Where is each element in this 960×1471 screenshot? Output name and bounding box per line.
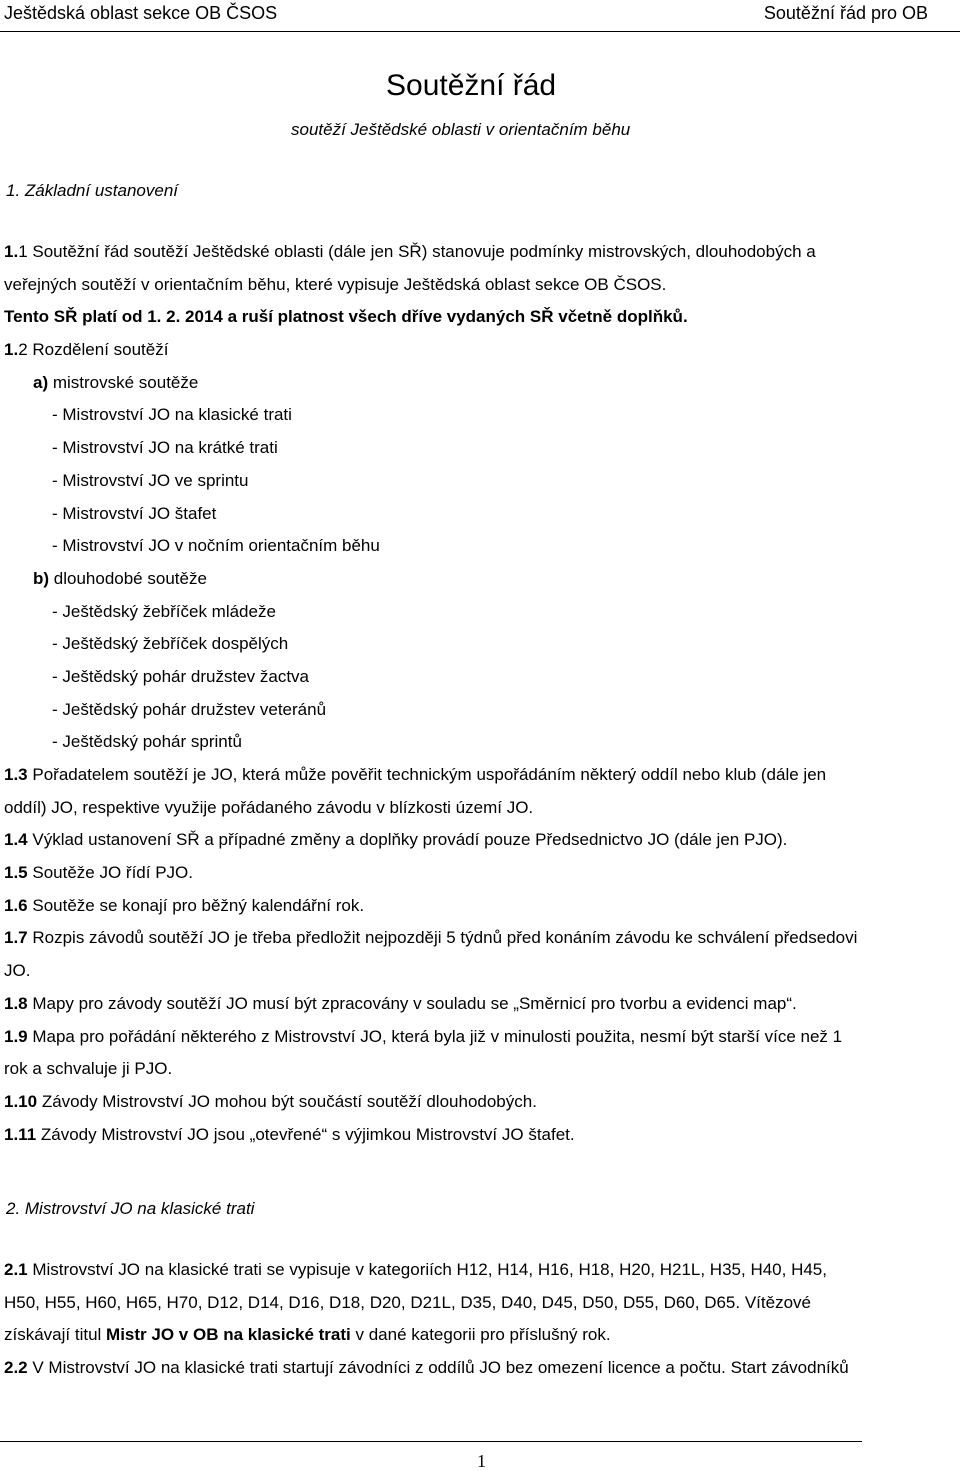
paragraph-text: Výklad ustanovení SŘ a případné změny a doplňky provádí pouze Předsednictvo JO (dále jen PJO). [27,830,788,850]
document-subtitle: soutěží Ještědské oblasti v orientačním běhu [291,120,631,139]
paragraph-1-11 [4,1119,952,1152]
list-item: - Ještědský pohár sprintů [52,732,242,752]
paragraph-2-1-line-2: H50, H55, H60, H65, H70, D12, D14, D16, D18, D20, D21L, D35, D40, D45, D50, D55, D60, D65. Vítězové [4,1292,811,1312]
paragraph-number: 1. [4,242,19,261]
paragraph-text: Závody Mistrovství JO mohou být součástí soutěží dlouhodobých. [37,1091,537,1111]
paragraph-2-2 [4,1352,952,1385]
paragraph-1-3-line-2: oddíl) JO, respektive využije pořádaného závodu v blízkosti území JO. [4,797,534,817]
paragraph-number: 1.5 [4,863,28,883]
title-name: Mistr JO v OB na klasické trati [106,1325,351,1345]
paragraph-number: 1.6 [4,895,28,915]
list-item: - Mistrovství JO na krátké trati [52,438,278,458]
paragraph-1-1-line-3: Tento SŘ platí od 1. 2. 2014 a ruší platnost všech dříve vydaných SŘ včetně doplňků. [4,307,688,327]
document-title: Soutěžní řád [386,69,557,102]
section-1-heading: 1. Základní ustanovení [6,181,179,200]
paragraph-number: 2.2 [4,1358,28,1378]
list-item: - Ještědský pohár družstev žactva [52,666,310,686]
paragraph-1-7-line-2: JO. [4,961,31,981]
list-label: a) [33,372,49,392]
list-label: b) [33,568,50,588]
paragraph-1-10 [4,1086,952,1119]
list-item: - Ještědský pohár družstev veteránů [52,699,327,719]
page-header [4,2,928,24]
paragraph-text: 2 Rozdělení soutěží [18,340,169,360]
paragraph-1-9-line-1 [4,1021,952,1054]
paragraph-1-5 [4,857,952,890]
section-1-body [4,236,952,1151]
paragraph-2-1-line-1 [4,1254,952,1287]
paragraph-number: 1.4 [4,830,28,850]
header-right: Soutěžní řád pro OB [763,3,928,23]
paragraph-1-2 [4,334,952,367]
paragraph-text: Mapa pro pořádání některého z Mistrovství JO, která byla již v minulosti použita, nesmí být starší více než 1 [27,1026,843,1046]
paragraph-text: Rozpis závodů soutěží JO je třeba předložit nejpozději 5 týdnů před konáním závodu ke schválení předsedovi [27,928,858,948]
paragraph-text: získávají titul [4,1325,107,1345]
paragraph-text: v dané kategorii pro příslušný rok. [350,1325,611,1345]
list-item: - Mistrovství JO ve sprintu [52,470,249,490]
paragraph-1-8 [4,988,952,1021]
paragraph-number: 2.1 [4,1260,28,1279]
paragraph-number: 1.9 [4,1026,28,1046]
paragraph-text: Soutěže JO řídí PJO. [27,863,193,883]
paragraph-number: 1.11 [4,1124,37,1144]
paragraph-number: 1. [4,340,19,360]
list-item: - Ještědský žebříček dospělých [52,634,289,654]
paragraph-text: V Mistrovství JO na klasické trati startují závodníci z oddílů JO bez omezení licence a počtu. Start závodníků [27,1358,849,1378]
paragraph-1-6 [4,890,952,923]
header-left: Ještědská oblast sekce OB ČSOS [4,3,278,23]
paragraph-number: 1.7 [4,928,28,948]
paragraph-1-7-line-1 [4,922,952,955]
category-b [4,563,952,596]
paragraph-text: Závody Mistrovství JO jsou „otevřené“ s výjimkou Mistrovství JO štafet. [36,1124,575,1144]
paragraph-number: 1.8 [4,993,28,1013]
paragraph-2-1-line-3 [4,1319,952,1352]
list-item: - Ještědský žebříček mládeže [52,601,276,621]
list-item: - Mistrovství JO v nočním orientačním běhu [52,536,380,556]
list-label-text: dlouhodobé soutěže [49,568,207,588]
section-2-heading: 2. Mistrovství JO na klasické trati [6,1199,255,1218]
paragraph-text: Mapy pro závody soutěží JO musí být zpracovány v souladu se „Směrnicí pro tvorbu a evidenci map“. [27,993,797,1013]
page-number: 1 [477,1451,486,1471]
footer-divider [0,1441,862,1442]
list-label-text: mistrovské soutěže [48,372,199,392]
category-a [4,367,952,400]
paragraph-text: Pořadatelem soutěží je JO, která může pověřit technickým uspořádáním některý oddíl nebo klub (dále jen [27,765,827,784]
paragraph-number: 1.3 [4,765,28,784]
paragraph-1-1-line-1 [4,236,952,269]
paragraph-1-9-line-2: rok a schvaluje ji PJO. [4,1059,173,1079]
paragraph-number: 1.10 [4,1091,38,1111]
list-item: - Mistrovství JO na klasické trati [52,405,292,425]
paragraph-text: 1 Soutěžní řád soutěží Ještědské oblasti (dále jen SŘ) stanovuje podmínky mistrovských, dlouhodobých a [18,242,816,261]
list-item: - Mistrovství JO štafet [52,503,217,523]
paragraph-text: Soutěže se konají pro běžný kalendářní rok. [27,895,365,915]
paragraph-1-1-line-2: veřejných soutěží v orientačním běhu, které vypisuje Ještědská oblast sekce OB ČSOS. [4,274,667,294]
paragraph-text: Mistrovství JO na klasické trati se vypisuje v kategoriích H12, H14, H16, H18, H20, H21L, H35, H40, H45, [27,1260,827,1279]
header-divider [0,31,960,32]
section-2-body [4,1254,952,1385]
paragraph-1-4 [4,824,952,857]
paragraph-1-3-line-1 [4,759,952,792]
